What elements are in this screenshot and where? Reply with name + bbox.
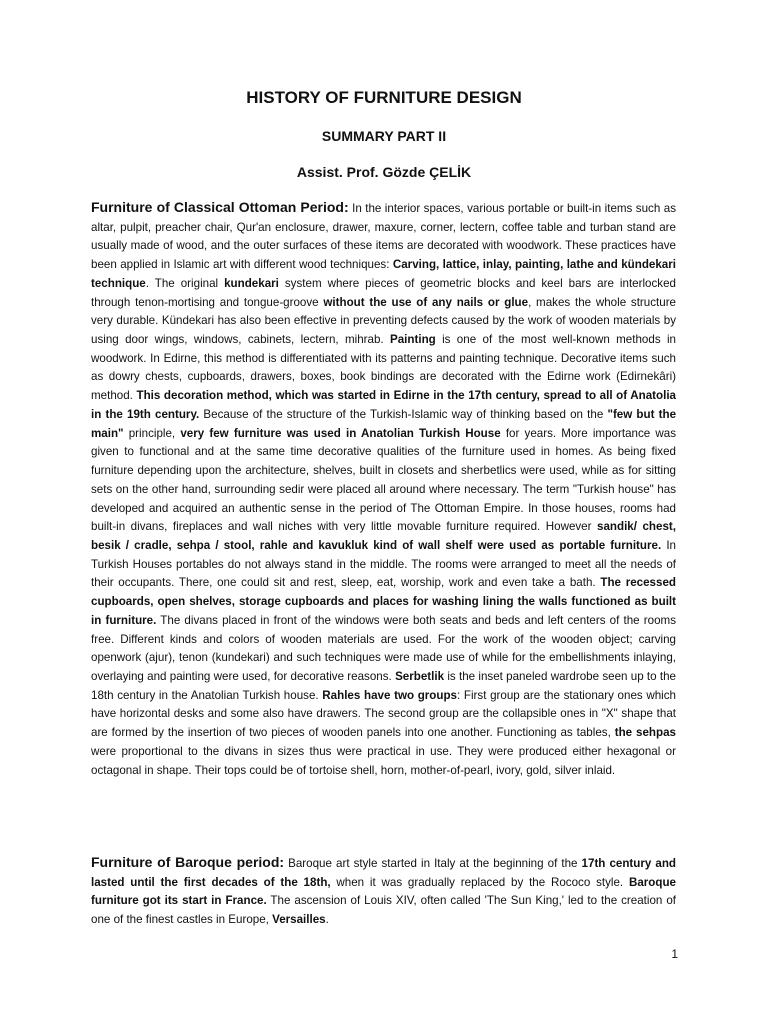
text-run: , makes the whole structure very durable. Kündekari has also been effective in preventing defects caused by the work of wooden materials by using door wings, windows, cabinets, lectern, mihrab. bbox=[91, 295, 677, 347]
section-classical-ottoman bbox=[91, 198, 676, 780]
section-heading: Furniture of Classical Ottoman Period: bbox=[91, 199, 349, 215]
text-run: when it was gradually replaced by the Rococo style. bbox=[330, 875, 629, 889]
text-run: for years. More importance was given to functional and at the same time decorative qualities of the furniture used in homes. As being fixed furniture depending upon the architecture, shelves, built in closets and sherbetlics were used, while as for sitting sets on the other hand, surrounding sedir were placed all around where necessary. The term "Turkish house" has developed and acquired an authentic sense in the period of The Ottoman Empire. In those houses, rooms had built-in divans, fireplaces and wall niches with very little movable furniture required. However bbox=[91, 426, 677, 534]
text-run: were proportional to the divans in sizes thus were practical in use. They were produced either hexagonal or octagonal in shape. Their tops could be of tortoise shell, horn, mother-of-pearl, ivory, gold, silver inlaid. bbox=[91, 744, 676, 777]
text-run: principle, bbox=[123, 426, 181, 440]
text-run: Because of the structure of the Turkish-Islamic way of thinking based on the bbox=[199, 407, 608, 421]
document-title: HISTORY OF FURNITURE DESIGN bbox=[246, 88, 522, 107]
text-run: The divans placed in front of the windows were both seats and beds and left centers of the rooms free. Different kinds and colors of wooden materials are used. For the work of the wooden object; carving openwork (ajur), tenon (kundekari) and such techniques were made use of while for the embellishments inlaying, overlaying and painting were used, for decorative reasons. bbox=[91, 613, 676, 683]
text-run: In Turkish Houses portables do not always stand in the middle. The rooms were arranged to meet all the needs of their occupants. There, one could sit and rest, sleep, eat, worship, work and even take a bath. bbox=[91, 538, 676, 590]
bold-text-run: Versailles bbox=[272, 913, 326, 927]
bold-text-run: without the use of any nails or glue bbox=[323, 295, 529, 309]
bold-text-run: Baroque furniture got its start in France. bbox=[91, 875, 676, 908]
bold-text-run: Carving, lattice, inlay, painting, lathe and kündekari technique bbox=[91, 258, 676, 290]
bold-text-run: the sehpas bbox=[614, 726, 676, 740]
bold-text-run: The recessed cupboards, open shelves, storage cupboards and places for washing lining the walls functioned as built in furniture. bbox=[91, 576, 676, 627]
text-run: Baroque art style started in Italy at the beginning of the bbox=[284, 857, 582, 870]
bold-text-run: kundekari bbox=[224, 276, 279, 290]
text-run: In the interior spaces, various portable or built-in items such as altar, pulpit, preacher chair, Qur'an enclosure, drawer, maxure, corner, lectern, coffee table and turban stand are usually made of wood, and the outer surfaces of these items are decorated with woodwork. These practices have been applied in Islamic art with different wood techniques: bbox=[91, 202, 676, 272]
bold-text-run: Rahles have two groups bbox=[322, 688, 457, 702]
bold-text-run: sandik/ chest, besik / cradle, sehpa / stool, rahle and kavukluk kind of wall shelf were used as portable furniture. bbox=[91, 520, 676, 552]
bold-text-run: "few but the main" bbox=[91, 407, 677, 440]
section-body bbox=[91, 202, 676, 777]
section-baroque bbox=[91, 853, 676, 930]
text-run: system where pieces of geometric blocks and keel bars are interlocked through tenon-mortising and tongue-groove bbox=[91, 276, 676, 309]
section-heading: Furniture of Baroque period: bbox=[91, 854, 285, 870]
bold-text-run: This decoration method, which was started in Edirne in the 17th century, spread to all of Anatolia in the 19th century. bbox=[91, 389, 676, 421]
text-run: is the inset paneled wardrobe seen up to the 18th century in the Anatolian Turkish house. bbox=[91, 669, 676, 702]
author-line: Assist. Prof. Gözde ÇELİK bbox=[296, 164, 472, 180]
text-run: The ascension of Louis XIV, often called 'The Sun King,' led to the creation of one of the finest castles in Europe, bbox=[91, 894, 676, 927]
bold-text-run: Painting bbox=[390, 333, 436, 347]
text-run: : First group are the stationary ones which have horizontal desks and some also have drawers. The second group are the collapsible ones in "X" shape that are formed by the insertion of two pieces of wooden panels into one another. Functioning as tables, bbox=[91, 688, 677, 740]
page-number: 1 bbox=[671, 947, 678, 961]
bold-text-run: 17th century and lasted until the first decades of the 18th, bbox=[91, 857, 676, 889]
bold-text-run: Serbetlik bbox=[395, 669, 445, 683]
text-run: . The original bbox=[145, 276, 225, 290]
text-run: . bbox=[325, 913, 329, 927]
document-subtitle: SUMMARY PART II bbox=[321, 128, 447, 144]
text-run: is one of the most well-known methods in woodwork. In Edirne, this method is differentiated with its patterns and painting technique. Decorative items such as dowry chests, cupboards, drawers, boxes, book bindings are decorated with the Edirne work (Edirnekâri) method. bbox=[91, 333, 676, 403]
bold-text-run: very few furniture was used in Anatolian Turkish House bbox=[180, 426, 501, 440]
